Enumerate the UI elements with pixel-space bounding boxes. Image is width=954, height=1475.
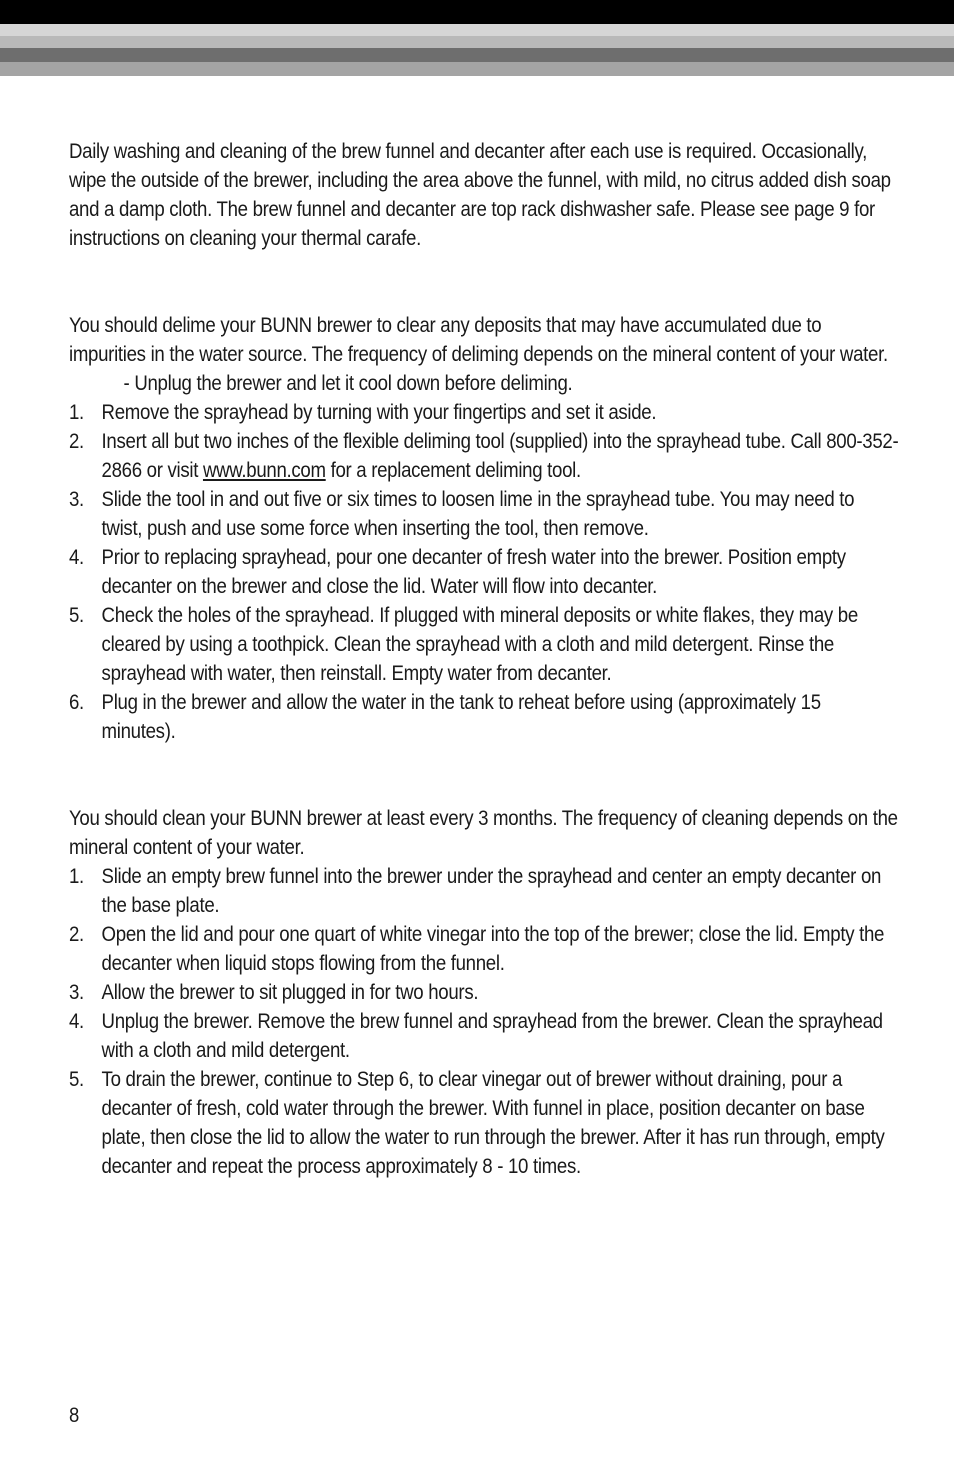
step-number: 1. (69, 865, 84, 888)
list-item (69, 427, 899, 485)
header-band-mid-gray (0, 36, 954, 48)
cleaning-steps (69, 862, 899, 1181)
step-text: Remove the sprayhead by turning with your fingertips and set it aside. (101, 401, 657, 424)
list-item (69, 601, 899, 688)
step-number: 4. (69, 546, 84, 569)
header-stripes (0, 0, 954, 80)
bunn-website-link[interactable]: www.bunn.com (202, 459, 326, 482)
step-text: Slide the tool in and out five or six times to loosen lime in the sprayhead tube. You may need to twist, push and use some force when inserting the tool, then remove. (101, 488, 855, 540)
header-band-light-gray (0, 24, 954, 36)
step-number: 5. (69, 604, 84, 627)
cleaning-intro: You should clean your BUNN brewer at least every 3 months. The frequency of cleaning depends on the mineral content of your water. (69, 807, 898, 859)
daily-cleaning-paragraph: Daily washing and cleaning of the brew funnel and decanter after each use is required. Occasionally, wipe the outside of the brewer, including the area above the funnel, with mild, no citrus added dish soap and a damp cloth. The brew funnel and decanter are top rack dishwasher safe. Please see page 9 for instructions on cleaning your thermal carafe. (69, 140, 891, 250)
list-item (69, 1065, 899, 1181)
list-item (69, 978, 899, 1007)
step-number: 1. (69, 401, 84, 424)
page-number: 8 (69, 1404, 80, 1427)
deliming-section (69, 311, 899, 746)
step-text: Plug in the brewer and allow the water in the tank to reheat before using (approximately 15 minutes). (101, 691, 821, 743)
step-text-before-link: Insert all but two inches of the flexible deliming tool (supplied) into the sprayhead tube. Call 800-352-2866 or visit (101, 430, 899, 482)
list-item (69, 1007, 899, 1065)
step-number: 5. (69, 1068, 84, 1091)
step-number: 3. (69, 488, 84, 511)
list-item (69, 398, 899, 427)
step-number: 3. (69, 981, 84, 1004)
step-text: Unplug the brewer. Remove the brew funnel and sprayhead from the brewer. Clean the sprayhead with a cloth and mild detergent. (101, 1010, 883, 1062)
header-band-dark-gray (0, 48, 954, 62)
deliming-intro: You should delime your BUNN brewer to clear any deposits that may have accumulated due to impurities in the water source. The frequency of deliming depends on the mineral content of your water. (69, 314, 888, 366)
deliming-note: - Unplug the brewer and let it cool down before deliming. (123, 372, 573, 395)
step-text-after-link: for a replacement deliming tool. (325, 459, 581, 482)
list-item (69, 688, 899, 746)
step-text: To drain the brewer, continue to Step 6, to clear vinegar out of brewer without draining, pour a decanter of fresh, cold water through the brewer. With funnel in place, position decanter on base plate, then close the lid to allow the water to run through the brewer. After it has run through, empty decanter and repeat the process approximately 8 - 10 times. (101, 1068, 885, 1178)
list-item (69, 485, 899, 543)
header-band-gray (0, 62, 954, 76)
deliming-steps (69, 398, 899, 746)
step-text: Prior to replacing sprayhead, pour one decanter of fresh water into the brewer. Position empty decanter on the brewer and close the lid. Water will flow into decanter. (101, 546, 846, 598)
step-text: Check the holes of the sprayhead. If plugged with mineral deposits or white flakes, they may be cleared by using a toothpick. Clean the sprayhead with a cloth and mild detergent. Rinse the sprayhead with water, then reinstall. Empty water from decanter. (101, 604, 858, 685)
step-number: 4. (69, 1010, 84, 1033)
step-number: 2. (69, 430, 84, 453)
list-item (69, 920, 899, 978)
list-item (69, 543, 899, 601)
cleaning-section (69, 804, 899, 1181)
page-content (69, 137, 899, 1181)
step-number: 2. (69, 923, 84, 946)
header-band-black (0, 0, 954, 24)
step-text: Allow the brewer to sit plugged in for two hours. (101, 981, 479, 1004)
step-number: 6. (69, 691, 84, 714)
step-text: Slide an empty brew funnel into the brewer under the sprayhead and center an empty decanter on the base plate. (101, 865, 882, 917)
list-item (69, 862, 899, 920)
step-text: Open the lid and pour one quart of white vinegar into the top of the brewer; close the lid. Empty the decanter when liquid stops flowing from the funnel. (101, 923, 885, 975)
